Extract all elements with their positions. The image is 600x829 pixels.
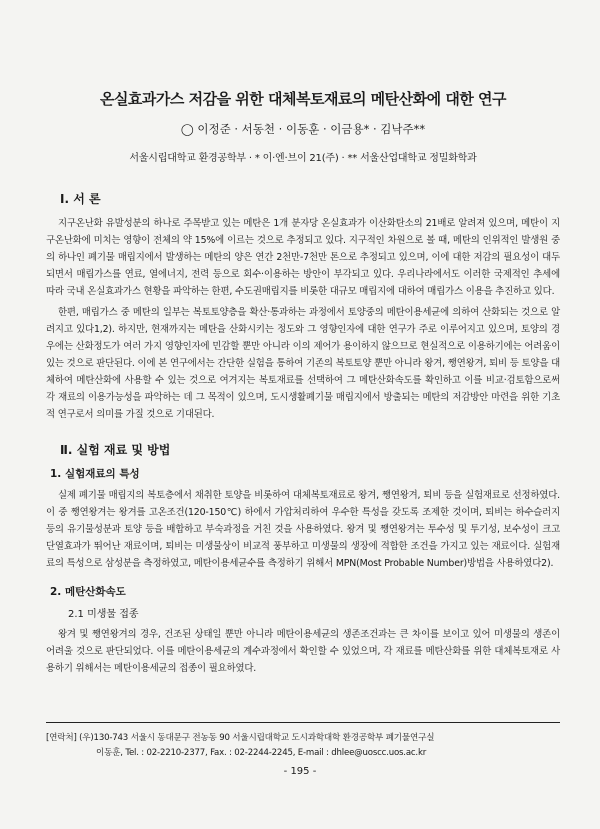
intro-paragraph-1: 지구온난화 유발성분의 하나로 주목받고 있는 메탄은 1개 분자당 온실효과가 이산화탄소의 21배로 알려져 있으며, 메탄이 지구온난화에 미치는 영향이 전체의 약 15%에 이르는 것으로 추정되고 있다. 지구적인 차원으로 볼 때, 메탄의 인위적인 발생원 중의 하나인 폐기물 매립지에서 발생하는 메탄의 양은 연간 2천만-7천만 톤으로 추정되고 있으며, 이에 대한 저감의 필요성이 대두되면서 매립가스를 연료, 열에너지, 전력 등으로 회수·이용하는 방안이 부각되고 있다. 우리나라에서도 이러한 국제적인 추세에 따라 국내 온실효과가스 현황을 파악하는 한편, 수도권매립지를 비롯한 대규모 매립지에 대하여 매립가스 이용을 추진하고 있다. [46, 218, 560, 297]
section-heading-methods: Ⅱ. 실험 재료 및 방법 [60, 443, 171, 457]
subsection-heading-oxidation-rate: 2. 메탄산화속도 [50, 586, 126, 598]
section-heading-introduction: Ⅰ. 서 론 [60, 192, 101, 206]
subsubsection-heading-inoculation: 2.1 미생물 접종 [68, 609, 139, 620]
paper-title: 온실효과가스 저감을 위한 대체복토재료의 메탄산화에 대한 연구 [99, 90, 507, 108]
author-list: ◯ 이정준 · 서동천 · 이동훈 · 이금용* · 김낙주** [180, 122, 426, 136]
inoculation-paragraph: 왕겨 및 쨍연왕겨의 경우, 건조된 상태일 뿐만 아니라 메탄이용세균의 생존조건과는 큰 차이를 보이고 있어 미생물의 생존이 어려울 것으로 판단되었다. 이를 메탄이용세균의 계수과정에서 확인할 수 있었으며, 각 재료를 메탄산화를 위한 대체복토재로 사용하기 위해서는 메탄이용세균의 접종이 필요하였다. [46, 629, 560, 674]
materials-paragraph: 실제 폐기물 매립지의 복토층에서 채취한 토양을 비롯하여 대체복토재료로 왕겨, 쨍연왕겨, 퇴비 등을 실험재료로 선정하였다. 이 중 쨍연왕겨는 왕겨를 고온조건(120-150℃) 하에서 가압처리하여 우수한 특성을 갖도록 조제한 것이며, 퇴비는 하수슬러지 등의 유기물성분과 토양 등을 배합하고 부숙과정을 거친 것을 사용하였다. 왕겨 및 쨍연왕겨는 투수성 및 투기성, 보수성이 크고 단열효과가 뛰어난 재료이며, 퇴비는 미생물상이 비교적 풍부하고 미생물의 생장에 적합한 조건을 가지고 있는 재료이다. 실험재료의 특성으로 삼성분을 측정하였고, 메탄이용세균수를 측정하기 위해서 MPN(Most Probable Number)방법을 사용하였다2). [46, 490, 560, 569]
affiliation-line: 서울시립대학교 환경공학부 · * 이·엔·브이 21(주) · ** 서울산업대학교 정밀화학과 [129, 153, 477, 164]
intro-paragraph-2: 한편, 매립가스 중 메탄의 일부는 복토토양층을 확산·통과하는 과정에서 토양중의 메탄이용세균에 의하여 산화되는 것으로 알려지고 있다1,2). 하지만, 현재까지는 메탄을 산화시키는 정도와 그 영향인자에 대한 연구가 주로 이루어지고 있으며, 토양의 경우에는 산화정도가 여러 가지 영향인자에 민감할 뿐만 아니라 이의 제어가 용이하지 않으므로 현실적으로 이용하기에는 어려움이 있는 것으로 판단된다. 이에 본 연구에서는 간단한 실험을 통하여 기존의 복토토양 뿐만 아니라 왕겨, 쨍연왕겨, 퇴비 등 토양을 대체하여 메탄산화에 사용할 수 있는 것으로 여겨지는 복토재료를 선택하여 그 메탄산화속도를 확인하고 이를 비교·검토함으로써 각 재료의 이용가능성을 파악하는 데 그 목적이 있으며, 도시생활폐기물 매립지에서 방출되는 메탄의 저감방안 마련을 위한 기초적 연구로서 의미를 가질 것으로 기대된다. [46, 307, 560, 420]
page-number: - 195 - [283, 766, 317, 777]
contact-details: 이동훈, Tel. : 02-2210-2377, Fax. : 02-2244-2245, E-mail : dhlee@uoscc.uos.ac.kr [96, 748, 427, 758]
subsection-heading-materials: 1. 실험재료의 특성 [50, 468, 140, 480]
contact-footer [46, 722, 560, 761]
contact-address: [연락처] (우)130-743 서울시 동대문구 전농동 90 서울시립대학교 도시과학대학 환경공학부 폐기물연구실 [46, 733, 435, 743]
